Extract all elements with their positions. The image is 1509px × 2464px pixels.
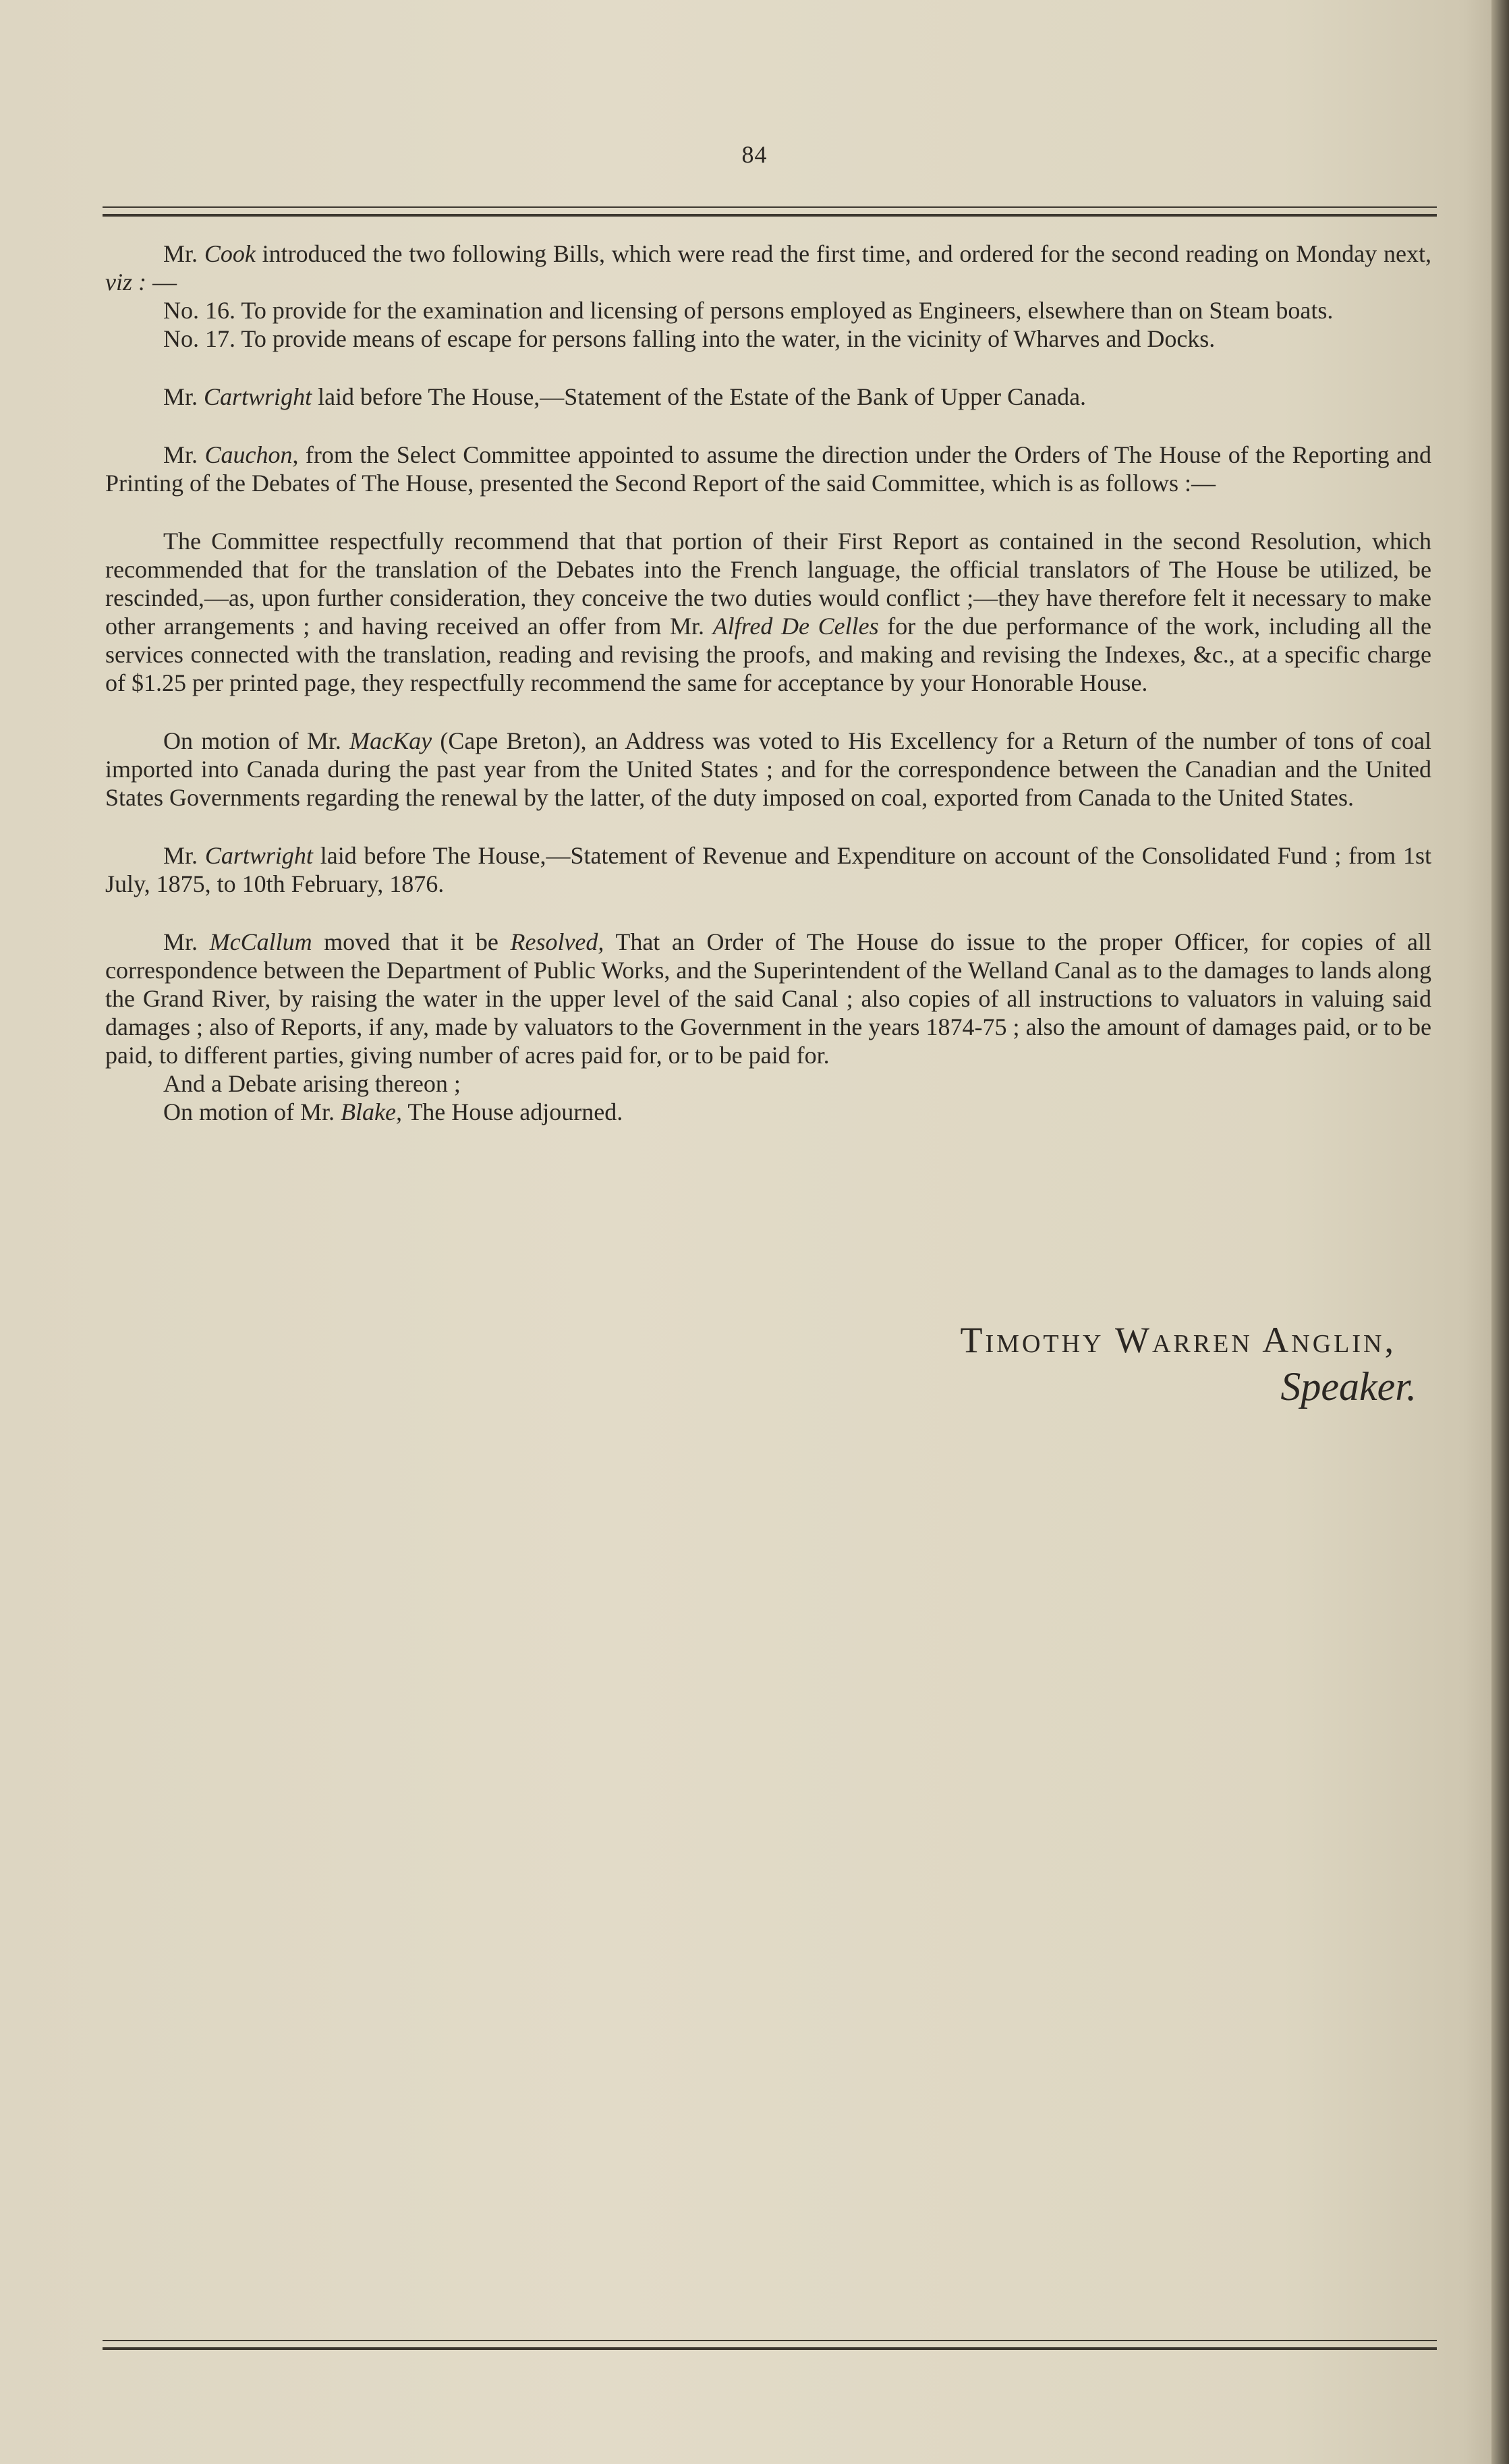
mr-prefix: Mr. [163, 240, 204, 267]
paragraph-text: for the due performance of the work, including all the services connected with the translation, reading and revising the proofs, and making and revising the Indexes, &c., at a specific charge of $1.25 per printed page, they respectfully recommend the same for acceptance by your Honorable House. [105, 613, 1432, 696]
paragraph-committee-report [105, 441, 1431, 497]
paragraph-bank-statement [105, 383, 1431, 411]
journal-body [105, 240, 1431, 1126]
paragraph-welland-motion [105, 928, 1431, 1069]
member-name: Blake, [341, 1098, 402, 1125]
member-name: Cartwright [204, 842, 313, 869]
mr-prefix: Mr. [163, 928, 210, 955]
mr-prefix: Mr. [163, 383, 204, 410]
viz-term: viz : [105, 269, 146, 296]
paragraph-text: The Committee respectfully recommend that that portion of their First Report as contained in the second Resolution, which recommended that for the translation of the Debates into the French language, the official translators of The House be utilized, be rescinded,—as, upon further consideration, they conceive the two duties would conflict ;—they have therefore felt it necessary to make other arrangements ; and having received an offer from Mr. [105, 528, 1431, 640]
dash: — [146, 269, 177, 296]
paragraph-text: , from the Select Committee appointed to assume the direction under the Orders of The House of the Reporting and Printing of the Debates of The House, presented the Second Report of the said Committee, which is as follows :— [105, 441, 1431, 497]
paragraph-coal-address [105, 727, 1431, 812]
member-name: Cauchon [204, 441, 293, 468]
resolved-term: Resolved, [510, 928, 604, 955]
person-name: Alfred De Celles [712, 613, 879, 640]
bill-no-17: No. 17. To provide means of escape for persons falling into the water, in the vicinity of Wharves and Docks. [163, 325, 1216, 352]
paragraph-debate: And a Debate arising thereon ; [163, 1070, 461, 1097]
paragraph-report-text [105, 527, 1431, 697]
paragraph-text: (Cape Breton), an Address was voted to His Excellency for a Return of the number of tons of coal imported into Canada during the past year from the United States ; and for the correspondence between the Canadian and the United States Governments regarding the renewal by the latter, of the duty imposed on coal, exported from Canada to the United States. [105, 727, 1431, 811]
bill-no-16: No. 16. To provide for the examination and licensing of persons employed as Engineers, elsewhere than on Steam boats. [163, 297, 1334, 324]
paragraph-text: laid before The House,—Statement of the Estate of the Bank of Upper Canada. [312, 383, 1087, 410]
speaker-name: Timothy Warren Anglin, [960, 1320, 1396, 1360]
member-name: Cook [204, 240, 256, 267]
bottom-double-rule [103, 2340, 1437, 2350]
mr-prefix: Mr. [163, 842, 205, 869]
paragraph-text: laid before The House,—Statement of Revenue and Expenditure on account of the Consolidated Fund ; from 1st July, 1875, to 10th February, 1876. [105, 842, 1431, 897]
mr-prefix: Mr. [163, 441, 205, 468]
speaker-title: Speaker. [1280, 1364, 1417, 1409]
page-edge-shadow [1491, 0, 1509, 2464]
page-number: 84 [741, 141, 768, 168]
member-name: McCallum [209, 928, 312, 955]
paragraph-text: introduced the two following Bills, which were read the first time, and ordered for the second reading on Monday next, [255, 240, 1431, 267]
top-double-rule [103, 206, 1437, 217]
paragraph-text: The House adjourned. [401, 1098, 623, 1125]
paragraph-text: moved that it be [312, 928, 511, 955]
paragraph-adjourned [105, 1098, 1431, 1126]
paragraph-text: On motion of Mr. [163, 727, 350, 754]
paragraph-text: That an Order of The House do issue to the proper Officer, for copies of all correspondence between the Department of Public Works, and the Superintendent of the Welland Canal as to the damages to lands along the Grand River, by raising the water in the upper level of the said Canal ; also copies of all instructions to valuators in valuing said damages ; also of Reports, if any, made by valuators to the Government in the years 1874-75 ; also the amount of damages paid, or to be paid, to different parties, giving number of acres paid for, or to be paid for. [105, 928, 1431, 1069]
member-name: MacKay [349, 727, 432, 754]
paragraph-bills [105, 240, 1431, 296]
paragraph-revenue-statement [105, 841, 1431, 898]
paragraph-text: On motion of Mr. [163, 1098, 341, 1125]
member-name: Cartwright [204, 383, 312, 410]
signature-block [742, 1319, 1417, 1410]
